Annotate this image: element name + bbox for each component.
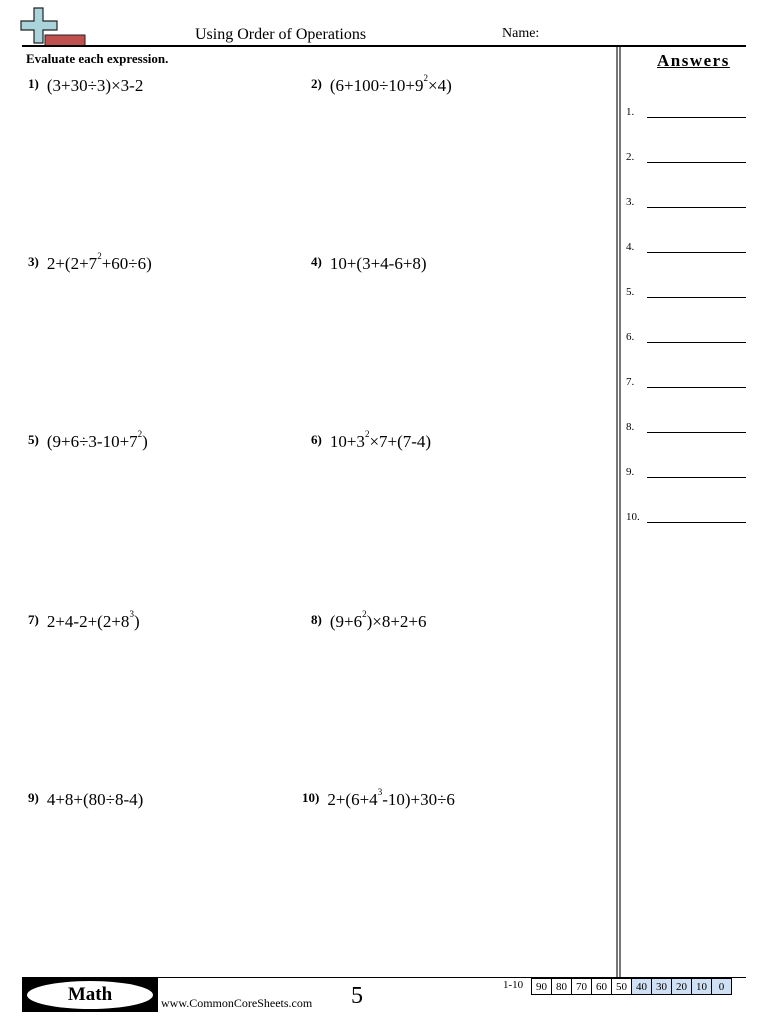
answer-row-5 bbox=[626, 286, 746, 300]
problem-number: 7) bbox=[28, 612, 39, 627]
instructions: Evaluate each expression. bbox=[26, 51, 169, 66]
answer-number: 2. bbox=[626, 151, 635, 163]
answer-number: 10. bbox=[626, 511, 640, 523]
problem-expression bbox=[46, 609, 140, 631]
score-box: 10 bbox=[691, 978, 712, 995]
problem-number: 3) bbox=[28, 254, 39, 269]
exponent: 3 bbox=[377, 787, 383, 797]
problem-expression bbox=[329, 429, 432, 451]
problem-expression bbox=[47, 790, 144, 809]
problem-number: 9) bbox=[28, 790, 39, 805]
answer-row-4 bbox=[626, 241, 746, 255]
problem-4 bbox=[311, 254, 427, 274]
problem-expression bbox=[329, 73, 452, 95]
expression-text: (9+6÷3-10+7 bbox=[46, 432, 138, 451]
worksheet-title: Using Order of Operations bbox=[195, 26, 367, 43]
exponent: 2 bbox=[97, 251, 102, 261]
answer-blank[interactable] bbox=[647, 252, 746, 253]
answer-number: 4. bbox=[626, 241, 635, 253]
problem-expression bbox=[329, 609, 427, 631]
problem-expression bbox=[47, 76, 144, 95]
problem-5 bbox=[28, 429, 148, 452]
answer-blank[interactable] bbox=[647, 387, 746, 388]
answer-row-2 bbox=[626, 151, 746, 165]
expression-text: 4+8+(80÷8-4) bbox=[46, 790, 144, 809]
page-number: 5 bbox=[351, 983, 363, 1009]
score-box: 20 bbox=[671, 978, 692, 995]
problem-number: 2) bbox=[311, 76, 322, 91]
answer-blank[interactable] bbox=[647, 297, 746, 298]
problem-9 bbox=[28, 790, 143, 810]
problem-7 bbox=[28, 609, 140, 632]
answer-blank[interactable] bbox=[647, 162, 746, 163]
problem-expression bbox=[327, 787, 455, 809]
expression-text: 2+(2+7 bbox=[46, 254, 98, 273]
answer-blank[interactable] bbox=[647, 342, 746, 343]
problem-3 bbox=[28, 251, 152, 274]
math-badge bbox=[22, 978, 158, 1012]
name-label: Name: bbox=[502, 26, 540, 41]
math-badge-label: Math bbox=[27, 981, 153, 1009]
exponent: 3 bbox=[129, 609, 134, 619]
answer-divider bbox=[616, 47, 621, 977]
score-box: 30 bbox=[651, 978, 672, 995]
score-box: 90 bbox=[531, 978, 552, 995]
problem-number: 8) bbox=[311, 612, 322, 627]
answer-number: 3. bbox=[626, 196, 635, 208]
answer-row-9 bbox=[626, 466, 746, 480]
expression-text: ×7+(7-4) bbox=[369, 432, 432, 451]
problem-number: 5) bbox=[28, 432, 39, 447]
answer-number: 1. bbox=[626, 106, 635, 118]
math-logo-icon bbox=[20, 6, 88, 48]
answer-blank[interactable] bbox=[647, 477, 746, 478]
answer-number: 6. bbox=[626, 331, 635, 343]
score-boxes bbox=[532, 978, 732, 995]
exponent: 2 bbox=[364, 429, 370, 439]
answer-row-8 bbox=[626, 421, 746, 435]
answer-blank[interactable] bbox=[647, 432, 746, 433]
problem-2 bbox=[311, 73, 452, 96]
answers-heading: Answers bbox=[657, 51, 730, 70]
answer-number: 8. bbox=[626, 421, 635, 433]
expression-text: -10)+30÷6 bbox=[382, 790, 455, 809]
answer-number: 9. bbox=[626, 466, 635, 478]
expression-text: (3+30÷3)×3-2 bbox=[46, 76, 144, 95]
answer-number: 5. bbox=[626, 286, 635, 298]
expression-text: (6+100÷10+9 bbox=[329, 76, 424, 95]
expression-text: ) bbox=[133, 612, 140, 631]
problem-number: 4) bbox=[311, 254, 322, 269]
exponent: 2 bbox=[137, 429, 143, 439]
answer-row-3 bbox=[626, 196, 746, 210]
score-box: 0 bbox=[711, 978, 732, 995]
problem-expression bbox=[46, 429, 148, 451]
score-box: 50 bbox=[611, 978, 632, 995]
answer-row-6 bbox=[626, 331, 746, 345]
answer-number: 7. bbox=[626, 376, 635, 388]
expression-text: 2+(6+4 bbox=[327, 790, 378, 809]
expression-text: 2+4-2+(2+8 bbox=[46, 612, 130, 631]
answer-blank[interactable] bbox=[647, 117, 746, 118]
expression-text: +60÷6) bbox=[101, 254, 152, 273]
score-box: 60 bbox=[591, 978, 612, 995]
problem-10 bbox=[302, 787, 455, 810]
expression-text: ×4) bbox=[428, 76, 452, 95]
problem-expression bbox=[46, 251, 152, 273]
answer-row-10 bbox=[626, 511, 746, 525]
problem-1 bbox=[28, 76, 143, 96]
exponent: 2 bbox=[423, 73, 429, 83]
exponent: 2 bbox=[362, 609, 367, 619]
score-box: 80 bbox=[551, 978, 572, 995]
expression-text: (9+6 bbox=[329, 612, 363, 631]
header-rule bbox=[22, 45, 746, 47]
problem-number: 1) bbox=[28, 76, 39, 91]
expression-text: 10+(3+4-6+8) bbox=[329, 254, 427, 273]
expression-text: )×8+2+6 bbox=[366, 612, 427, 631]
score-box: 40 bbox=[631, 978, 652, 995]
problem-6 bbox=[311, 429, 432, 452]
expression-text: 10+3 bbox=[329, 432, 365, 451]
problem-number: 6) bbox=[311, 432, 322, 447]
answer-blank[interactable] bbox=[647, 207, 746, 208]
problem-number: 10) bbox=[302, 790, 320, 805]
score-range-label: 1-10 bbox=[503, 979, 524, 991]
answer-blank[interactable] bbox=[647, 522, 746, 523]
expression-text: ) bbox=[142, 432, 148, 451]
score-box: 70 bbox=[571, 978, 592, 995]
problem-expression bbox=[330, 254, 427, 273]
answer-row-1 bbox=[626, 106, 746, 120]
problem-8 bbox=[311, 609, 427, 632]
answer-row-7 bbox=[626, 376, 746, 390]
website-link[interactable]: www.CommonCoreSheets.com bbox=[161, 996, 313, 1010]
